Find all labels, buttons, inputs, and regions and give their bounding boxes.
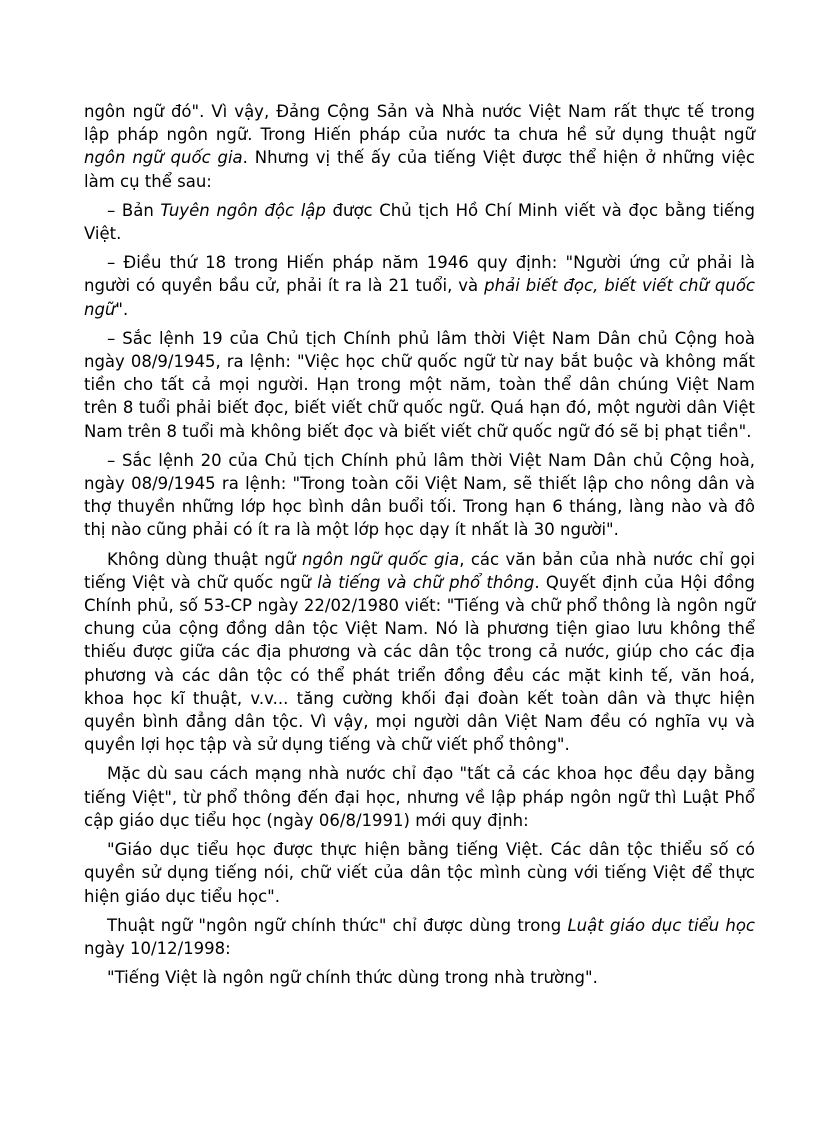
italic-term: Tuyên ngôn độc lập [160, 200, 326, 220]
paragraph-6 [84, 548, 755, 757]
paragraph-7 [84, 762, 755, 832]
italic-term: ngôn ngữ quốc gia [301, 549, 460, 569]
text-run: Mặc dù sau cách mạng nhà nước chỉ đạo "tất cả các khoa học đều dạy bằng tiếng Việt", từ phổ thông đến đại học, nhưng về lập pháp ngôn ngữ thì Luật Phổ cập giáo dục tiểu học (ngày 06/8/1991) mới quy định: [84, 764, 755, 830]
text-run: "Tiếng Việt là ngôn ngữ chính thức dùng trong nhà trường". [107, 968, 598, 988]
text-run: Thuật ngữ "ngôn ngữ chính thức" chỉ được dùng trong [107, 915, 568, 935]
paragraph-9 [84, 914, 755, 960]
italic-term: phải biết đọc, biết viết chữ quốc ngữ [84, 276, 755, 319]
text-run: – Sắc lệnh 19 của Chủ tịch Chính phủ lâm thời Việt Nam Dân chủ Cộng hoà ngày 08/9/1945, ra lệnh: "Việc học chữ quốc ngữ từ nay bắt buộc và không mất tiền cho tất cả mọi người. Hạn trong một năm, toàn thể dân chúng Việt Nam trên 8 tuổi phải biết đọc, biết viết chữ quốc ngữ. Quá hạn đó, một người dân Việt Nam trên 8 tuổi mà không biết đọc và biết viết chữ quốc ngữ đó sẽ bị phạt tiền". [84, 328, 755, 441]
paragraph-4 [84, 327, 755, 443]
text-run: "Giáo dục tiểu học được thực hiện bằng tiếng Việt. Các dân tộc thiểu số có quyền sử dụng tiếng nói, chữ viết của dân tộc mình cùng với tiếng Việt để thực hiện giáo dục tiểu học". [84, 840, 755, 906]
paragraph-2 [84, 199, 755, 245]
paragraph-1 [84, 100, 755, 193]
paragraph-5 [84, 449, 755, 542]
document-page [84, 100, 755, 995]
italic-term: Luật giáo dục tiểu học [567, 915, 755, 935]
text-run: ngày 10/12/1998: [84, 938, 231, 958]
text-run: được Chủ tịch Hồ Chí Minh viết và đọc bằng tiếng Việt. [84, 200, 755, 244]
text-run: – Sắc lệnh 20 của Chủ tịch Chính phủ lâm thời Việt Nam Dân chủ Cộng hoà, ngày 08/9/1945 ra lệnh: "Trong toàn cõi Việt Nam, sẽ thiết lập cho nông dân và thợ thuyền những lớp học bình dân buổi tối. Trong hạn 6 tháng, làng nào và đô thị nào cũng phải có ít ra là một lớp học dạy ít nhất là 30 người". [84, 450, 755, 540]
italic-term: là tiếng và chữ phổ thông [317, 572, 535, 592]
text-run: – Điều thứ 18 trong Hiến pháp năm 1946 quy định: "Người ứng cử phải là người có quyền bầu cử, phải ít ra là 21 tuổi, và [84, 253, 755, 296]
text-run: . Nhưng vị thế ấy của tiếng Việt được thể hiện ở những việc làm cụ thể sau: [84, 148, 755, 191]
paragraph-8 [84, 838, 755, 908]
text-run: – Bản [107, 200, 161, 220]
text-run: ". [115, 299, 129, 319]
text-run: . Quyết định của Hội đồng Chính phủ, số 53-CP ngày 22/02/1980 viết: "Tiếng và chữ phổ thông là ngôn ngữ chung của cộng đồng dân tộc Việt Nam. Nó là phương tiện giao lưu không thể thiếu được giữa các địa phương và các dân tộc trong cả nước, giúp cho các địa phương và các dân tộc có thể phát triển đồng đều các mặt kinh tế, văn hoá, khoa học kĩ thuật, v.v... tăng cường khối đại đoàn kết toàn dân và thực hiện quyền bình đẳng dân tộc. Vì vậy, mọi người dân Việt Nam đều có nghĩa vụ và quyền lợi học tập và sử dụng tiếng và chữ viết phổ thông". [84, 572, 755, 755]
text-run: Không dùng thuật ngữ [107, 549, 302, 569]
italic-term: ngôn ngữ quốc gia [84, 148, 243, 168]
paragraph-10 [84, 966, 755, 989]
text-run: , các văn bản của nhà nước chỉ gọi tiếng Việt và chữ quốc ngữ [84, 549, 756, 592]
text-run: ngôn ngữ đó". Vì vậy, Đảng Cộng Sản và Nhà nước Việt Nam rất thực tế trong lập pháp ngôn ngữ. Trong Hiến pháp của nước ta chưa hề sử dụng thuật ngữ [84, 102, 755, 145]
paragraph-3 [84, 251, 755, 321]
